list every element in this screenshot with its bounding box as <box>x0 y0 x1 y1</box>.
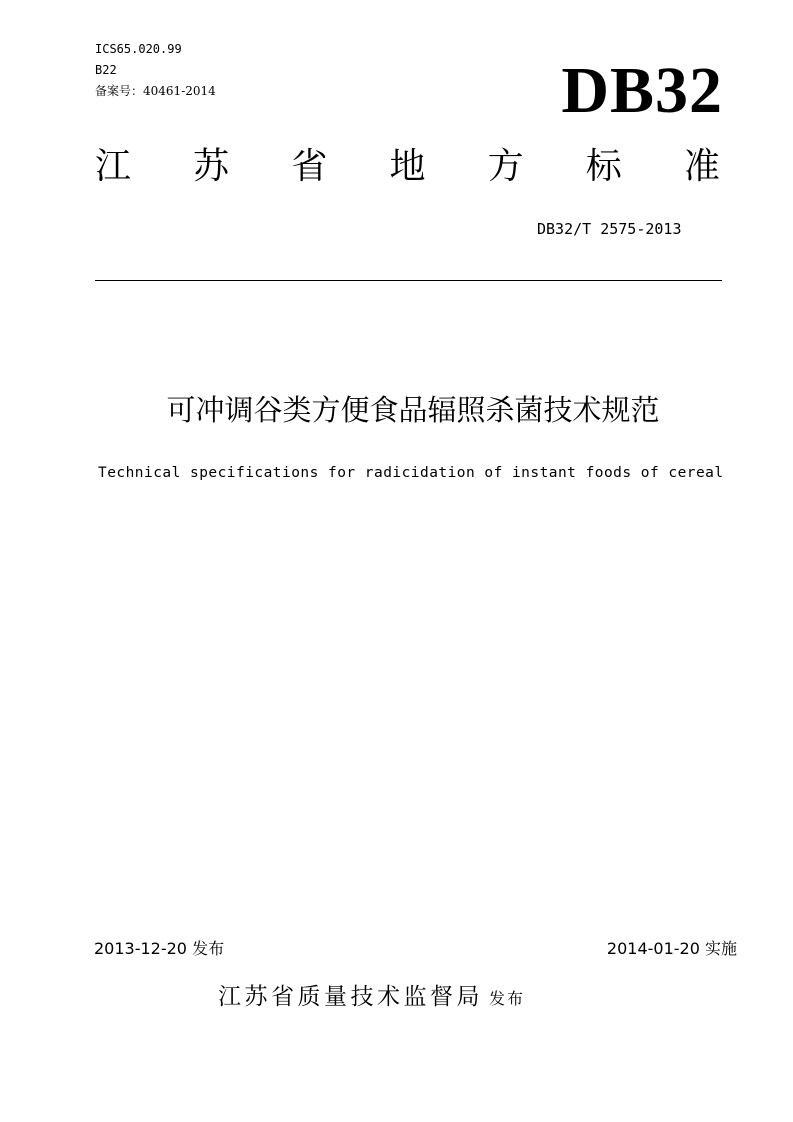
title-char: 省 <box>291 146 328 187</box>
title-char: 地 <box>389 146 426 187</box>
ics-code: ICS65.020.99 <box>95 42 182 56</box>
publisher <box>218 982 525 1012</box>
record-number <box>95 84 216 98</box>
title-char: 准 <box>683 146 720 187</box>
implementation-date: 2014-01-20 实施 <box>606 939 737 958</box>
record-label: 备案号： <box>95 84 144 98</box>
publisher-suffix: 发布 <box>489 989 526 1008</box>
issue-date: 2013-12-20 发布 <box>94 939 225 958</box>
publisher-name: 江苏省质量技术监督局 <box>218 984 483 1010</box>
title-char: 方 <box>487 146 524 187</box>
db32-logo: DB32 <box>561 54 723 127</box>
document-title-zh: 可冲调谷类方便食品辐照杀菌技术规范 <box>166 393 660 427</box>
standard-number: DB32/T 2575-2013 <box>537 220 682 238</box>
header-divider <box>95 280 722 281</box>
ccs-code: B22 <box>95 63 117 77</box>
title-char: 苏 <box>193 146 230 187</box>
standard-type-title <box>95 145 720 189</box>
record-value: 40461-2014 <box>143 84 216 98</box>
title-char: 标 <box>585 146 622 187</box>
document-title-en: Technical specifications for radicidation of instant foods of cereal <box>98 465 724 481</box>
title-char: 江 <box>95 146 132 187</box>
